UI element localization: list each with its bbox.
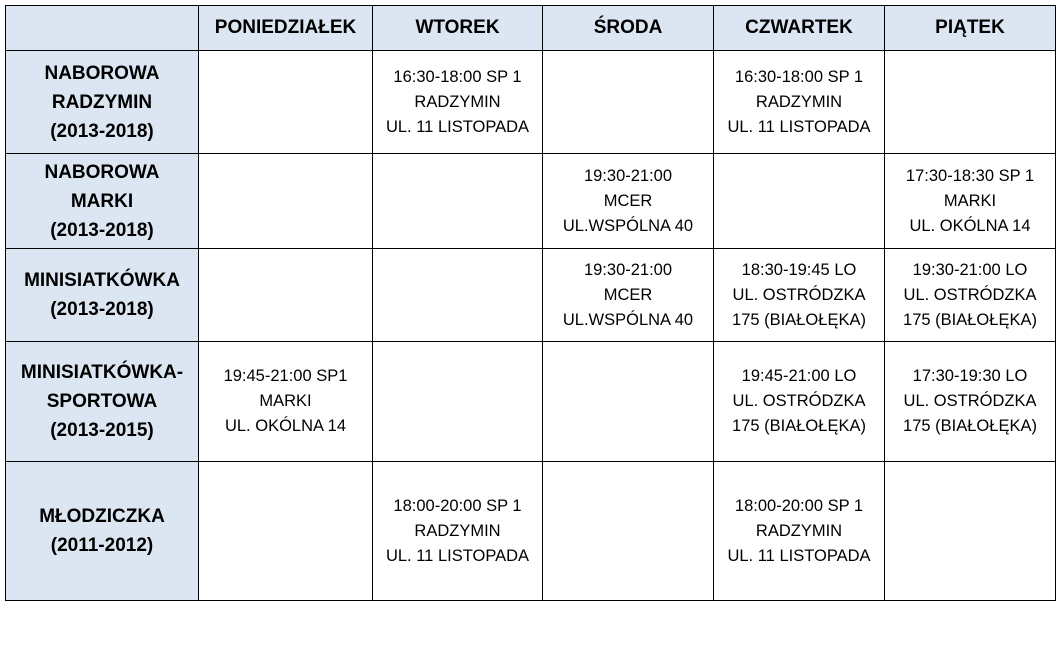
schedule-entry-line: 175 (BIAŁOŁĘKA): [732, 310, 866, 329]
schedule-table: [5, 5, 1056, 601]
schedule-cell-friday: [885, 462, 1056, 601]
group-label-line: MINISIATKÓWKA: [24, 270, 180, 291]
schedule-entry-line: MCER: [603, 191, 653, 210]
group-label-line: (2013-2018): [50, 299, 154, 320]
day-header-tuesday: WTOREK: [373, 6, 543, 51]
schedule-cell-wednesday: [543, 154, 714, 249]
schedule-entry-line: 17:30-18:30 SP 1: [905, 166, 1035, 185]
group-label-cell: [6, 51, 199, 154]
group-label-line: (2013-2018): [50, 120, 154, 142]
schedule-cell-tuesday: [373, 154, 543, 249]
schedule-entry-line: 19:45-21:00 LO: [741, 367, 857, 385]
group-label-cell: [6, 342, 199, 462]
schedule-entry-line: UL. OSTRÓDZKA: [903, 392, 1037, 410]
schedule-cell-wednesday: [543, 462, 714, 601]
schedule-entry-line: UL.WSPÓLNA 40: [562, 310, 694, 329]
schedule-entry-line: UL. OKÓLNA 14: [909, 216, 1031, 235]
schedule-entry-line: RADZYMIN: [414, 521, 501, 540]
group-label-line: MINISIATKÓWKA-: [20, 362, 184, 383]
schedule-entry-line: 16:30-18:00 SP 1: [393, 67, 522, 86]
schedule-entry-line: UL. OSTRÓDZKA: [903, 285, 1037, 304]
table-row: [6, 342, 1056, 462]
schedule-entry-line: MARKI: [943, 191, 997, 210]
schedule-entry-line: 18:30-19:45 LO: [741, 260, 857, 279]
schedule-entry-line: UL. OSTRÓDZKA: [732, 392, 866, 410]
schedule-cell-tuesday: [373, 462, 543, 601]
day-header-monday: PONIEDZIAŁEK: [199, 6, 373, 51]
schedule-cell-wednesday: [543, 249, 714, 342]
schedule-entry-line: UL. OKÓLNA 14: [224, 417, 347, 435]
group-label-line: (2013-2015): [50, 420, 154, 441]
schedule-cell-thursday: [714, 462, 885, 601]
group-label-cell: [6, 154, 199, 249]
schedule-cell-wednesday: [543, 51, 714, 154]
schedule-entry-line: 18:00-20:00 SP 1: [393, 496, 522, 515]
schedule-entry-line: 16:30-18:00 SP 1: [734, 67, 864, 86]
schedule-entry-line: RADZYMIN: [755, 521, 843, 540]
day-header-wednesday: ŚRODA: [543, 6, 714, 51]
schedule-entry-line: RADZYMIN: [414, 92, 501, 111]
schedule-cell-friday: [885, 249, 1056, 342]
schedule-entry-line: 175 (BIAŁOŁĘKA): [732, 417, 866, 435]
schedule-cell-friday: [885, 154, 1056, 249]
header-row: [6, 6, 1056, 51]
schedule-entry-line: 19:30-21:00: [583, 166, 673, 185]
table-row: [6, 51, 1056, 154]
schedule-cell-monday: [199, 342, 373, 462]
schedule-cell-tuesday: [373, 249, 543, 342]
schedule-entry-line: UL. 11 LISTOPADA: [727, 117, 871, 136]
corner-cell: [6, 6, 199, 51]
schedule-cell-monday: [199, 154, 373, 249]
schedule-entry-line: MARKI: [259, 392, 312, 410]
schedule-entry-line: 18:00-20:00 SP 1: [734, 496, 864, 515]
group-label-line: NABOROWA: [44, 62, 160, 84]
group-label-line: NABOROWA: [44, 161, 160, 183]
schedule-entry-line: UL. 11 LISTOPADA: [385, 117, 530, 136]
schedule-cell-wednesday: [543, 342, 714, 462]
group-label-cell: [6, 249, 199, 342]
schedule-entry-line: 175 (BIAŁOŁĘKA): [903, 310, 1037, 329]
schedule-cell-monday: [199, 249, 373, 342]
schedule-entry-line: MCER: [603, 285, 653, 304]
schedule-body: [6, 51, 1056, 601]
table-row: [6, 249, 1056, 342]
schedule-cell-friday: [885, 51, 1056, 154]
schedule-cell-thursday: [714, 342, 885, 462]
schedule-entry-line: 17:30-19:30 LO: [912, 367, 1028, 385]
schedule-cell-tuesday: [373, 342, 543, 462]
schedule-entry-line: UL. 11 LISTOPADA: [385, 546, 530, 565]
schedule-entry-line: RADZYMIN: [755, 92, 843, 111]
group-label-line: (2011-2012): [50, 535, 154, 556]
group-label-line: MARKI: [70, 190, 134, 212]
schedule-entry-line: UL. 11 LISTOPADA: [727, 546, 871, 565]
table-row: [6, 462, 1056, 601]
group-label-line: RADZYMIN: [51, 91, 153, 113]
day-header-friday: PIĄTEK: [885, 6, 1056, 51]
table-row: [6, 154, 1056, 249]
group-label-line: SPORTOWA: [46, 391, 158, 412]
schedule-cell-monday: [199, 51, 373, 154]
schedule-cell-friday: [885, 342, 1056, 462]
schedule-cell-thursday: [714, 154, 885, 249]
group-label-line: MŁODZICZKA: [39, 506, 165, 527]
schedule-entry-line: 19:30-21:00: [583, 260, 673, 279]
schedule-entry-line: 19:30-21:00 LO: [912, 260, 1028, 279]
day-header-thursday: CZWARTEK: [714, 6, 885, 51]
schedule-cell-thursday: [714, 51, 885, 154]
schedule-entry-line: 19:45-21:00 SP1: [223, 367, 348, 385]
group-label-line: (2013-2018): [50, 219, 154, 241]
schedule-entry-line: 175 (BIAŁOŁĘKA): [903, 417, 1037, 435]
group-label-cell: [6, 462, 199, 601]
schedule-cell-tuesday: [373, 51, 543, 154]
schedule-entry-line: UL. OSTRÓDZKA: [732, 285, 866, 304]
schedule-cell-thursday: [714, 249, 885, 342]
schedule-entry-line: UL.WSPÓLNA 40: [562, 216, 694, 235]
schedule-cell-monday: [199, 462, 373, 601]
